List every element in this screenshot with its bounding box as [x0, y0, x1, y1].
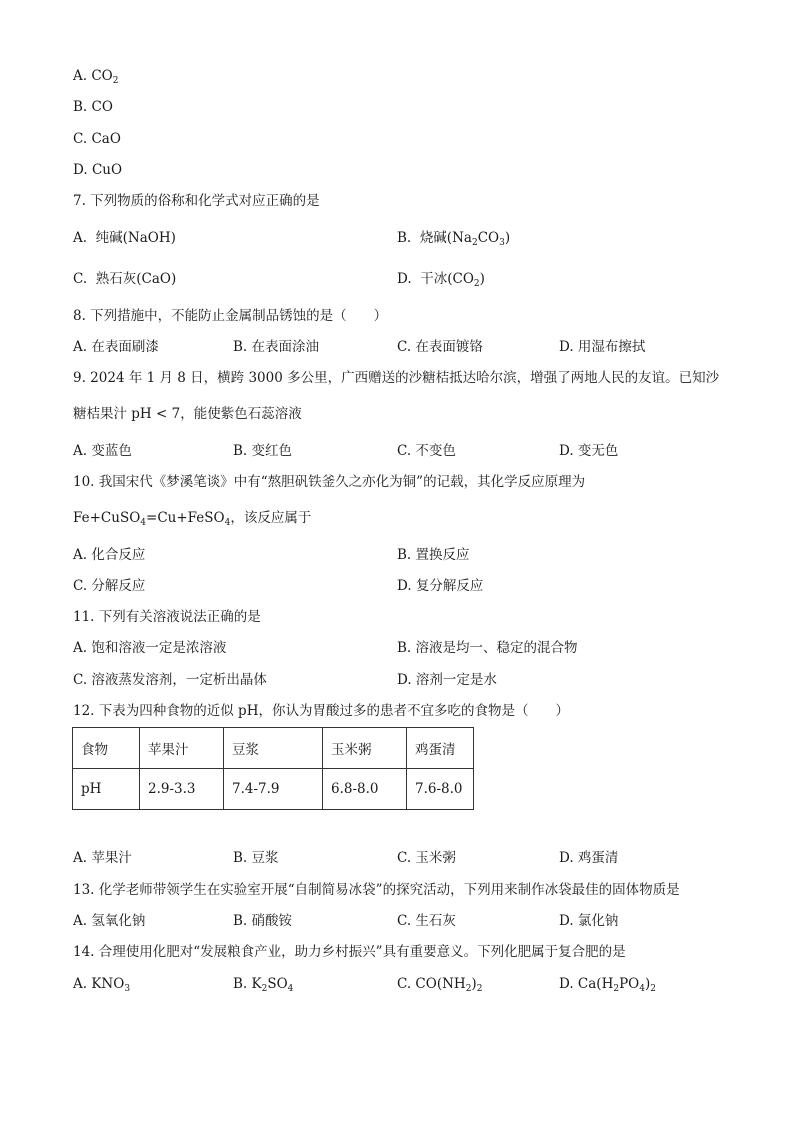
- table-cell: 玉米粥: [323, 728, 407, 769]
- q11-option-d: D. 溶剂一定是水: [397, 672, 497, 688]
- ph-table: [72, 727, 474, 810]
- q10-option-c: C. 分解反应: [73, 578, 146, 594]
- q11-option-b: B. 溶液是均一、稳定的混合物: [397, 640, 578, 656]
- q8-option-d: D. 用湿布擦拭: [559, 339, 646, 355]
- q8-option-b: B. 在表面涂油: [233, 339, 320, 355]
- table-header-row: [73, 728, 474, 769]
- q13-option-a: A. 氢氧化钠: [73, 913, 146, 929]
- q11-option-c: C. 溶液蒸发溶剂，一定析出晶体: [73, 672, 267, 688]
- table-cell: 7.6-8.0: [407, 769, 474, 810]
- q6-option-a: A. $CO_2$: [73, 68, 119, 86]
- q13-option-d: D. 氯化钠: [559, 913, 619, 929]
- q13-stem: 13. 化学老师带领学生在实验室开展“自制简易冰袋”的探究活动，下列用来制作冰袋最佳的固体物质是: [73, 882, 680, 898]
- q7-option-d: D. 干冰$(CO_2)$: [397, 271, 485, 289]
- q6-option-b: B. CO: [73, 99, 113, 115]
- q9-option-b: B. 变红色: [233, 443, 293, 459]
- q10-option-d: D. 复分解反应: [397, 578, 484, 594]
- q7-option-a: A. 纯碱(NaOH): [73, 230, 176, 246]
- q14-option-a: A. $KNO_3$: [73, 976, 131, 994]
- q14-option-b: B. $K_2SO_4$: [233, 976, 294, 994]
- q12-stem: 12. 下表为四种食物的近似 pH，你认为胃酸过多的患者不宜多吃的食物是（ ）: [73, 703, 569, 719]
- q10-equation: Fe+CuSO$_4$=Cu+FeSO$_4$，该反应属于: [73, 510, 312, 528]
- q6-option-d: D. CuO: [73, 162, 123, 178]
- q10-stem-line1: 10. 我国宋代《梦溪笔谈》中有“熬胆矾铁釜久之亦化为铜”的记载，其化学反应原理为: [73, 474, 586, 490]
- q9-option-a: A. 变蓝色: [73, 443, 132, 459]
- table-row: [73, 769, 474, 810]
- q14-option-d: D. $Ca(H_2PO_4)_2$: [559, 976, 656, 994]
- q12-option-b: B. 豆浆: [233, 850, 279, 866]
- q10-option-b: B. 置换反应: [397, 547, 470, 563]
- q11-option-a: A. 饱和溶液一定是浓溶液: [73, 640, 227, 656]
- q12-option-a: A. 苹果汁: [73, 850, 132, 866]
- q7-stem: 7. 下列物质的俗称和化学式对应正确的是: [73, 193, 320, 209]
- q9-stem-line2: 糖桔果汁 pH < 7，能使紫色石蕊溶液: [73, 406, 302, 422]
- q9-stem-line1: 9. 2024 年 1 月 8 日，横跨 3000 多公里，广西赠送的沙糖桔抵达哈尔滨，增强了两地人民的友谊。已知沙: [73, 370, 720, 386]
- table-cell: 鸡蛋清: [407, 728, 474, 769]
- q11-stem: 11. 下列有关溶液说法正确的是: [73, 609, 261, 625]
- table-cell: 苹果汁: [140, 728, 224, 769]
- q14-option-c: C. $CO(NH_2)_2$: [397, 976, 483, 994]
- table-cell: 7.4-7.9: [224, 769, 323, 810]
- q9-option-d: D. 变无色: [559, 443, 619, 459]
- q9-option-c: C. 不变色: [397, 443, 456, 459]
- q12-option-d: D. 鸡蛋清: [559, 850, 619, 866]
- q13-option-b: B. 硝酸铵: [233, 913, 293, 929]
- table-cell: pH: [73, 769, 140, 810]
- q8-option-c: C. 在表面镀铬: [397, 339, 483, 355]
- q8-stem: 8. 下列措施中，不能防止金属制品锈蚀的是（ ）: [73, 308, 388, 324]
- table-cell: 食物: [73, 728, 140, 769]
- q8-option-a: A. 在表面刷漆: [73, 339, 159, 355]
- q6-option-c: C. CaO: [73, 131, 121, 147]
- table-cell: 2.9-3.3: [140, 769, 224, 810]
- q10-option-a: A. 化合反应: [73, 547, 146, 563]
- q7-option-b: B. 烧碱$(Na_2CO_3)$: [397, 230, 511, 248]
- table-cell: 豆浆: [224, 728, 323, 769]
- q7-option-c: C. 熟石灰(CaO): [73, 271, 177, 287]
- table-cell: 6.8-8.0: [323, 769, 407, 810]
- q13-option-c: C. 生石灰: [397, 913, 456, 929]
- q12-option-c: C. 玉米粥: [397, 850, 456, 866]
- q14-stem: 14. 合理使用化肥对“发展粮食产业，助力乡村振兴”具有重要意义。下列化肥属于复合肥的是: [73, 944, 626, 960]
